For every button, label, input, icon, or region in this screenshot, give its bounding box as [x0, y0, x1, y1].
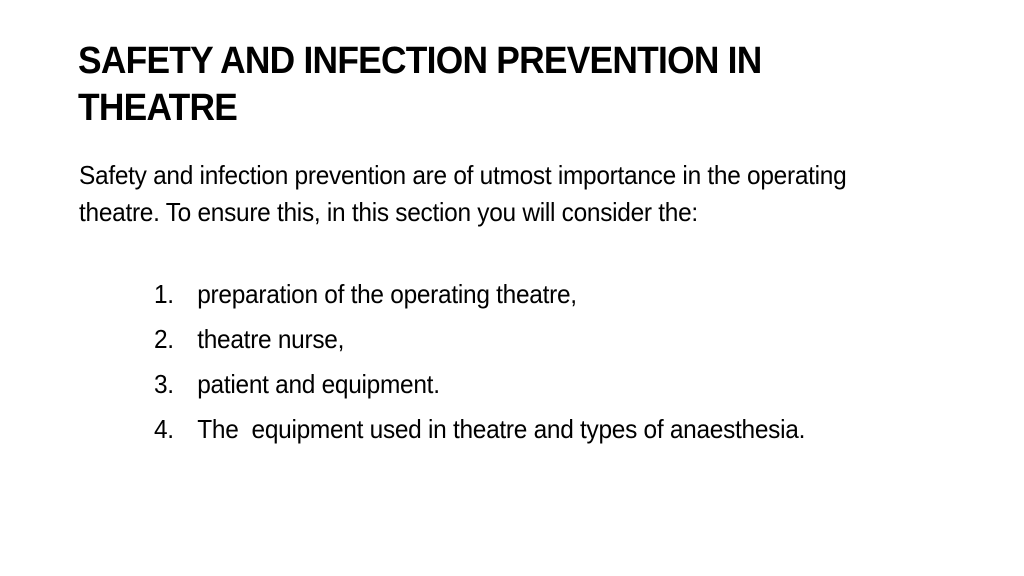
list-item-text: preparation of the operating theatre, [197, 279, 577, 309]
intro-paragraph: Safety and infection prevention are of utmost importance in the operating theatre. To ensure this, in this section you will consider the: [79, 160, 847, 227]
list-item-number: 4. [154, 414, 174, 444]
list-item [154, 411, 831, 448]
list-item [154, 366, 831, 403]
list-item-text: theatre nurse, [197, 324, 345, 354]
numbered-list [154, 276, 831, 456]
list-item-number: 3. [154, 369, 174, 399]
slide-title: SAFETY AND INFECTION PREVENTION IN THEATRE [78, 40, 762, 129]
list-item [154, 321, 831, 358]
list-item-text: The equipment used in theatre and types of anaesthesia. [197, 414, 806, 444]
list-item-text: patient and equipment. [197, 369, 440, 399]
list-item-number: 2. [154, 324, 174, 354]
list-item-number: 1. [154, 279, 174, 309]
list-item [154, 276, 831, 313]
